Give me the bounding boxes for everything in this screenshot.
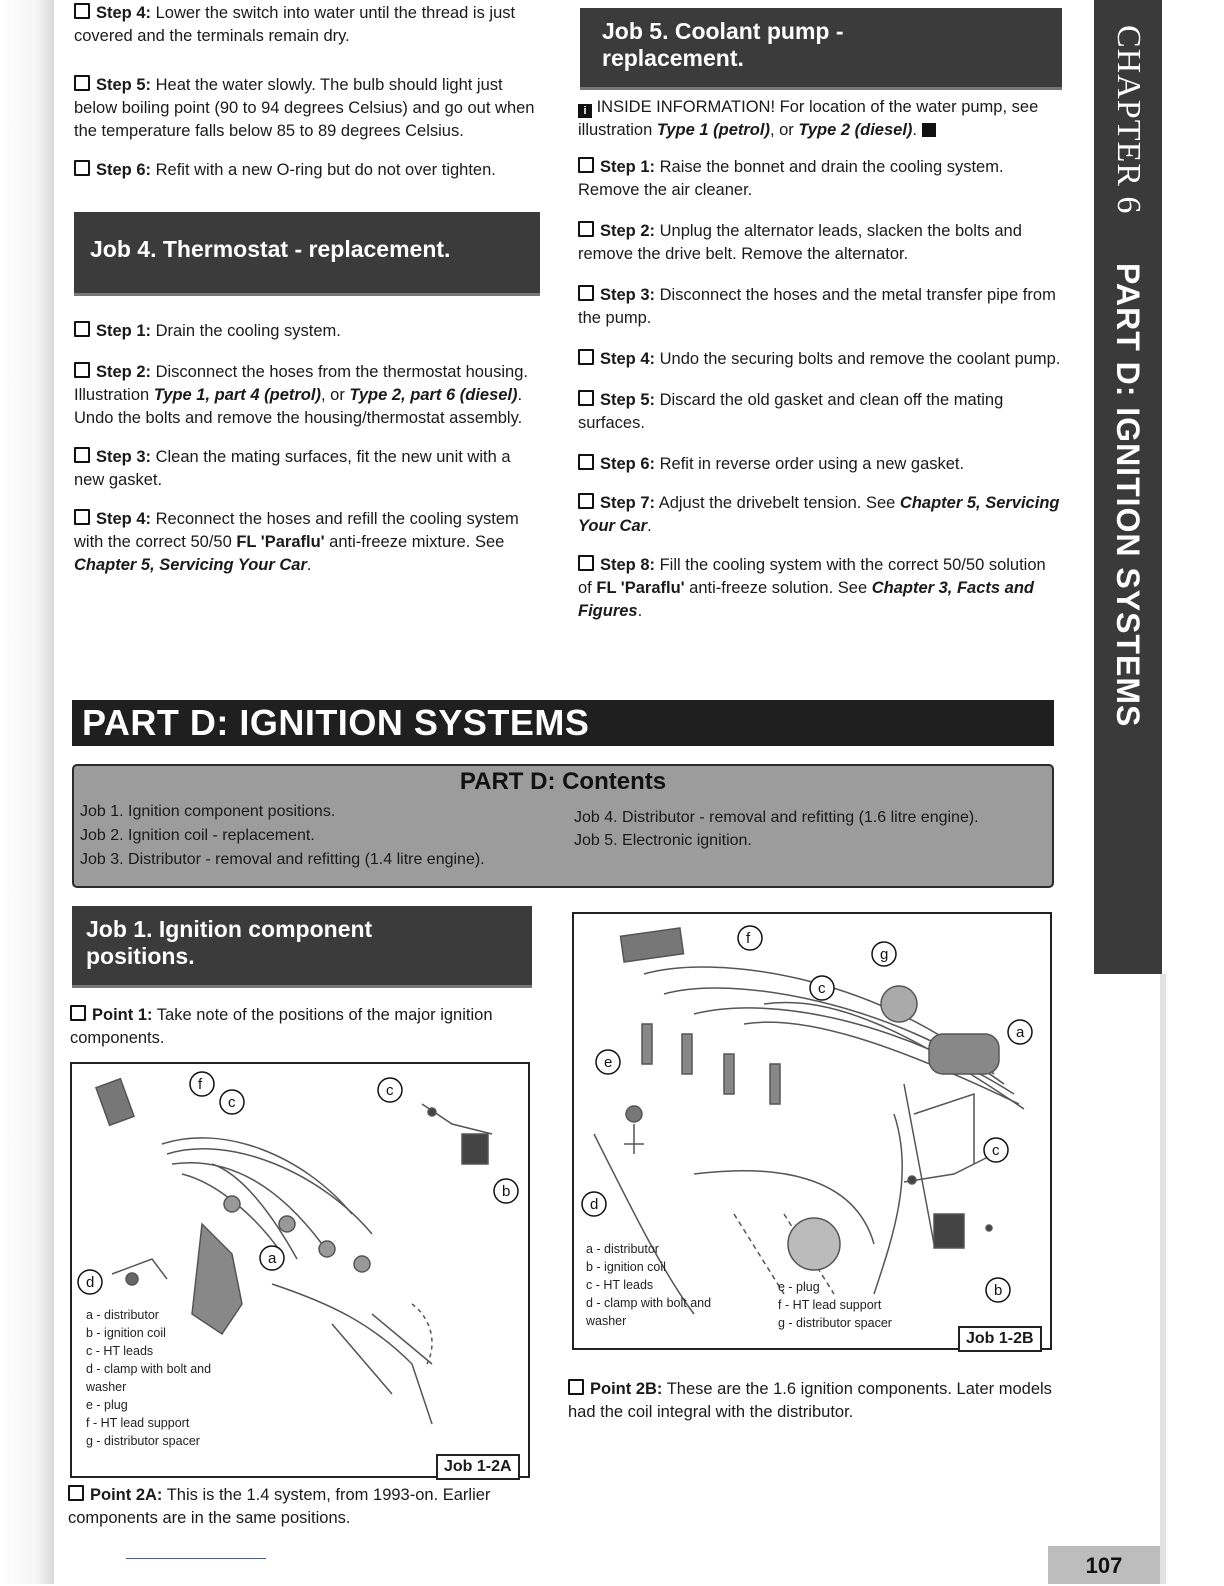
chapter-side-text (1096, 25, 1160, 845)
job5-inside-info: i INSIDE INFORMATION! For location of the water pump, see illustration Type 1 (petrol), or Type 2 (diesel). (578, 98, 1039, 139)
figure-job-1-2b (572, 912, 1052, 1350)
checkbox-icon (70, 1005, 86, 1021)
page-gutter-shadow (0, 0, 54, 1584)
contents-left-list (80, 800, 485, 872)
contents-title: PART D: Contents (459, 768, 667, 795)
job5-step-4: Step 4: Undo the securing bolts and remove the coolant pump. (578, 348, 1062, 371)
job5-step-7: Step 7: Adjust the drivebelt tension. See Chapter 5, Servicing Your Car. (578, 494, 1060, 535)
job4-step-1: Step 1: Drain the cooling system. (74, 320, 540, 343)
svg-text:b: b (502, 1183, 511, 1200)
part-label: PART D: IGNITION SYSTEMS (1110, 262, 1146, 728)
contents-item[interactable]: Job 1. Ignition component positions. (80, 803, 336, 820)
checkbox-icon (74, 321, 90, 337)
page-number: 107 (1048, 1546, 1160, 1584)
step-4-switch: Step 4: Lower the switch into water until the thread is just covered and the terminals remain dry. (74, 4, 516, 45)
svg-text:a: a (1016, 1024, 1025, 1041)
figure-a-tag: Job 1-2A (436, 1454, 520, 1480)
checkbox-icon (74, 3, 90, 19)
figure-b-tag: Job 1-2B (958, 1326, 1042, 1352)
checkbox-icon (578, 493, 594, 509)
job4-step-3: Step 3: Clean the mating surfaces, fit the new unit with a new gasket. (74, 448, 511, 489)
svg-text:b: b (994, 1282, 1003, 1299)
contents-item[interactable]: Job 4. Distributor - removal and refitting (1.6 litre engine). (574, 809, 979, 826)
info-icon: i (578, 104, 592, 118)
job5-heading: Job 5. Coolant pump - replacement. (580, 8, 1062, 90)
step-6-switch: Step 6: Refit with a new O-ring but do not over tighten. (74, 159, 540, 182)
svg-text:c: c (818, 980, 826, 997)
svg-text:d: d (590, 1196, 599, 1213)
checkbox-icon (74, 362, 90, 378)
chapter-label: CHAPTER 6 (1110, 25, 1147, 215)
job1-point-2a: Point 2A: This is the 1.4 system, from 1993-on. Earlier components are in the same positions. (68, 1486, 491, 1527)
checkbox-icon (74, 447, 90, 463)
checkbox-icon (74, 160, 90, 176)
svg-text:f: f (746, 930, 751, 947)
job5-step-1: Step 1: Raise the bonnet and drain the cooling system. Remove the air cleaner. (578, 158, 1004, 199)
figure-b-legend-right: e - plug f - HT lead support g - distributor spacer (778, 1280, 892, 1330)
checkbox-icon (578, 555, 594, 571)
job5-step-6: Step 6: Refit in reverse order using a new gasket. (578, 453, 1062, 476)
svg-text:e: e (604, 1054, 613, 1071)
side-edge (1160, 974, 1166, 1584)
checkbox-icon (74, 509, 90, 525)
job4-step-2: Step 2: Disconnect the hoses from the thermostat housing. Illustration Type 1, part 4 (petrol), or Type 2, part 6 (diesel). Undo the bolts and remove the housing/thermostat assembly. (74, 363, 528, 427)
contents-right-list (574, 806, 979, 852)
job5-step-5: Step 5: Discard the old gasket and clean off the mating surfaces. (578, 391, 1004, 432)
part-d-title-bar: PART D: IGNITION SYSTEMS (72, 700, 1054, 746)
left-column-top (74, 0, 540, 198)
job4-step-4: Step 4: Reconnect the hoses and refill the cooling system with the correct 50/50 FL 'Paraflu' anti-freeze mixture. See Chapter 5, Servicing Your Car. (74, 510, 519, 574)
checkbox-icon (578, 390, 594, 406)
svg-text:c: c (992, 1142, 1000, 1159)
svg-text:a: a (268, 1250, 277, 1267)
job5-step-3: Step 3: Disconnect the hoses and the metal transfer pipe from the pump. (578, 286, 1056, 327)
figure-b-legend-left: a - distributor b - ignition coil c - HT leads d - clamp with bolt and washer (586, 1242, 712, 1328)
checkbox-icon (578, 454, 594, 470)
checkbox-icon (568, 1379, 584, 1395)
svg-text:c: c (228, 1094, 236, 1111)
figure-job-1-2a (70, 1062, 530, 1478)
footer-rule (126, 1558, 266, 1559)
part-d-contents-box (72, 764, 1054, 888)
contents-item[interactable]: Job 3. Distributor - removal and refitting (1.4 litre engine). (80, 851, 485, 868)
checkbox-icon (68, 1485, 84, 1501)
step-5-switch: Step 5: Heat the water slowly. The bulb should light just below boiling point (90 to 94 degrees Celsius) and go out when the temperature falls below 85 to 89 degrees Celsius. (74, 76, 535, 140)
job4-heading: Job 4. Thermostat - replacement. (74, 212, 540, 296)
job5-step-2: Step 2: Unplug the alternator leads, slacken the bolts and remove the drive belt. Remove the alternator. (578, 222, 1022, 263)
svg-text:g: g (880, 946, 889, 963)
job1-point-1: Point 1: Take note of the positions of the major ignition components. (70, 1006, 493, 1047)
figure-a-legend: a - distributor b - ignition coil c - HT leads d - clamp with bolt and washer e - plug f - HT lead support g - distributor spacer (86, 1308, 212, 1448)
contents-item[interactable]: Job 2. Ignition coil - replacement. (80, 827, 315, 844)
job5-step-8: Step 8: Fill the cooling system with the correct 50/50 solution of FL 'Paraflu' anti-freeze solution. See Chapter 3, Facts and Figures. (578, 556, 1046, 620)
checkbox-icon (578, 221, 594, 237)
svg-text:f: f (198, 1076, 203, 1093)
checkbox-icon (578, 285, 594, 301)
contents-item[interactable]: Job 5. Electronic ignition. (574, 832, 752, 849)
checkbox-icon (578, 157, 594, 173)
svg-text:d: d (86, 1274, 95, 1291)
checkbox-icon (74, 75, 90, 91)
info-icon (922, 123, 936, 137)
job4-steps (74, 320, 540, 593)
job5-steps (578, 96, 1062, 639)
job1-heading: Job 1. Ignition component positions. (72, 906, 532, 988)
svg-text:c: c (386, 1082, 394, 1099)
checkbox-icon (578, 349, 594, 365)
job1-point-2b: Point 2B: These are the 1.6 ignition components. Later models had the coil integral with the distributor. (568, 1380, 1052, 1421)
